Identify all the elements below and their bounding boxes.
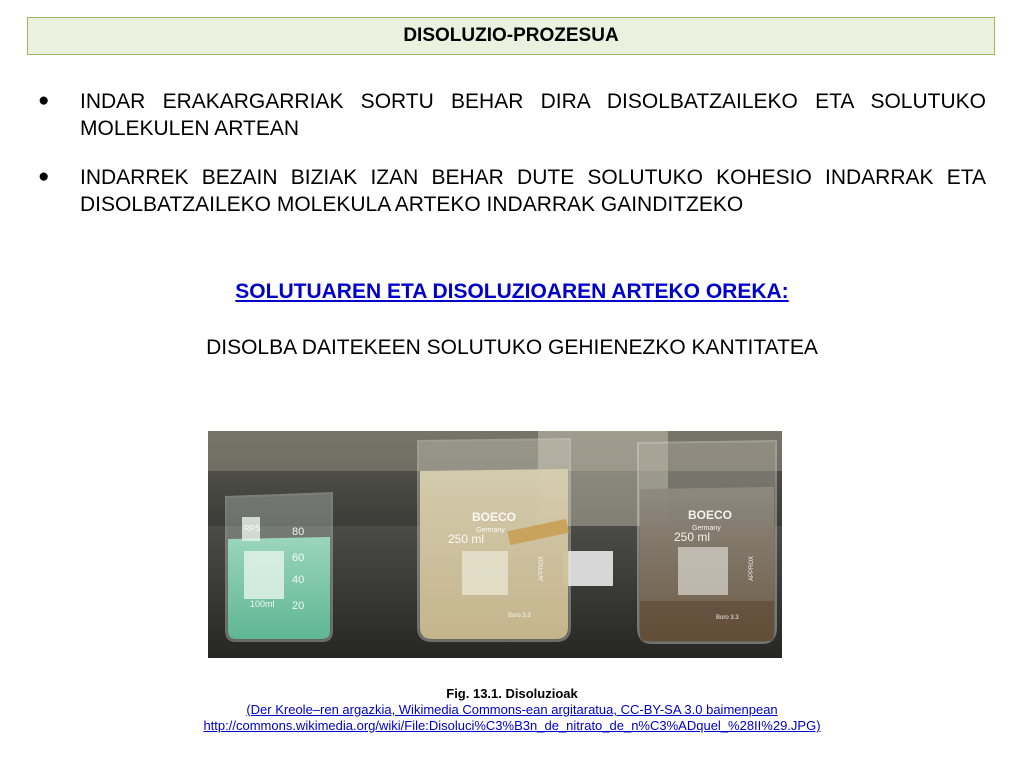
equilibrium-description: DISOLBA DAITEKEEN SOLUTUKO GEHIENEZKO KANTITATEA	[206, 336, 818, 359]
beaker-mark: 20	[292, 600, 305, 612]
beakers-photo	[208, 431, 782, 658]
beaker-mark: 80	[292, 526, 305, 538]
bullet-item	[38, 164, 986, 218]
beaker-brand-sub: Germany	[692, 525, 721, 532]
bullet-text: INDAR ERAKARGARRIAK SORTU BEHAR DIRA DISOLBATZAILEKO ETA SOLUTUKO MOLEKULEN ARTEAN	[80, 90, 986, 140]
figure-label: Fig. 13.1. Disoluzioak	[446, 686, 578, 701]
credit-link[interactable]: (Der Kreole–ren argazkia, Wikimedia Commons-ean argitaratua, CC-BY-SA 3.0 baimenpean	[246, 702, 778, 717]
beaker-brand: BOECO	[472, 510, 517, 524]
beaker-boro: Boro 3.3	[716, 615, 739, 621]
beaker-volume: 250 ml	[674, 530, 711, 544]
bullet-symbol: ●	[38, 90, 50, 111]
beaker-logo: RPS	[244, 524, 261, 533]
slide-title: DISOLUZIO-PROZESUA	[27, 17, 995, 55]
bullet-list	[38, 88, 986, 240]
bullet-symbol: ●	[38, 166, 50, 187]
beaker-beige	[418, 439, 570, 641]
beaker-approx: APPROX	[539, 555, 545, 581]
beakers-illustration	[208, 431, 782, 658]
beaker-mark: 40	[292, 574, 305, 586]
bullet-text: INDARREK BEZAIN BIZIAK IZAN BEHAR DUTE SOLUTUKO KOHESIO INDARRAK ETA DISOLBATZAILEKO MOLEKULA ARTEKO INDARRAK GAINDITZEKO	[80, 166, 986, 216]
beaker-volume: 250 ml	[448, 532, 485, 546]
source-url-link[interactable]: http://commons.wikimedia.org/wiki/File:Disoluci%C3%B3n_de_nitrato_de_n%C3%ADquel_%28II%29.JPG)	[203, 718, 821, 733]
beaker-boro: Boro 3.3	[508, 613, 531, 619]
beaker-approx: APPROX	[749, 555, 755, 581]
equilibrium-heading: SOLUTUAREN ETA DISOLUZIOAREN ARTEKO OREKA:	[235, 280, 789, 303]
beaker-green	[226, 493, 332, 641]
beaker-brand: BOECO	[688, 508, 733, 522]
beaker-brand-sub: Germany	[476, 527, 505, 534]
figure-caption	[0, 686, 1024, 734]
bullet-item	[38, 88, 986, 142]
beaker-mark: 60	[292, 552, 305, 564]
beaker-volume: 100ml	[250, 599, 275, 609]
beaker-brown	[638, 441, 776, 643]
